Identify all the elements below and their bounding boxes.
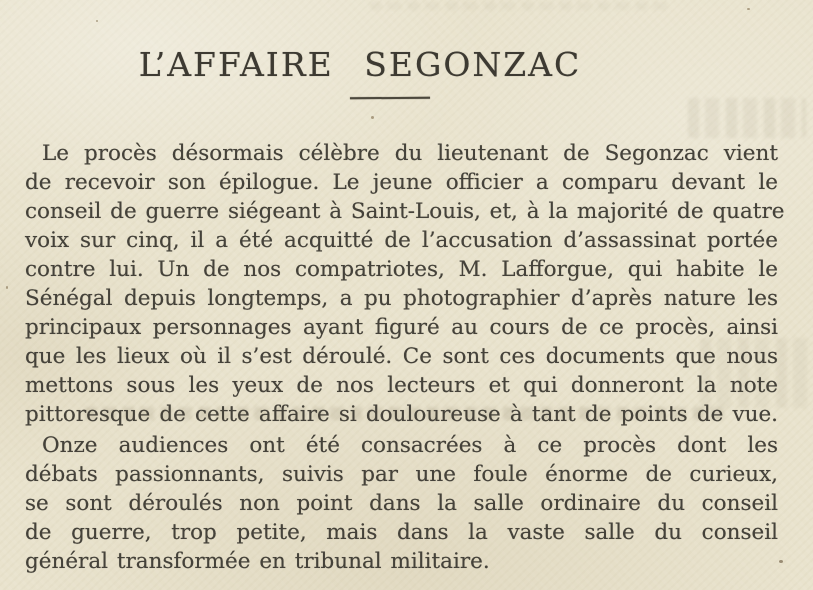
paper-speck [6, 286, 8, 289]
article-title: L’AFFAIRE SEGONZAC [138, 45, 582, 84]
text-line: pittoresque de cette affaire si douloureuse à tant de points de vue. [25, 402, 778, 427]
paper-speck [371, 116, 374, 119]
bleed-through-artifact [370, 2, 670, 10]
text-line: principaux personnages ayant figuré au cours de ce procès, ainsi [25, 315, 778, 340]
text-line: se sont déroulés non point dans la salle ordinaire du conseil [25, 491, 778, 516]
text-line: contre lui. Un de nos compatriotes, M. Lafforgue, qui habite le [25, 257, 778, 282]
text-line: général transformée en tribunal militaire. [25, 549, 490, 574]
text-line: conseil de guerre siégeant à Saint-Louis, et, à la majorité de quatre [25, 199, 785, 224]
text-line: Onze audiences ont été consacrées à ce procès dont les [42, 433, 778, 458]
title-divider [350, 97, 430, 100]
text-line: de guerre, trop petite, mais dans la vaste salle du conseil [25, 520, 778, 545]
text-line: Sénégal depuis longtemps, a pu photographier d’après nature les [25, 286, 778, 311]
text-line: voix sur cinq, il a été acquitté de l’accusation d’assassinat portée [25, 228, 778, 253]
text-line: que les lieux où il s’est déroulé. Ce sont ces documents que nous [25, 344, 778, 369]
paragraph-1 [25, 139, 785, 429]
text-line: débats passionnants, suivis par une foule énorme de curieux, [25, 462, 778, 487]
text-line: Le procès désormais célèbre du lieutenant de Segonzac vient [42, 141, 778, 166]
bleed-through-artifact [688, 98, 806, 138]
paragraph-2 [25, 431, 778, 576]
paper-speck [96, 20, 98, 22]
text-line: mettons sous les yeux de nos lecteurs et qui donneront la note [25, 373, 778, 398]
paper-speck [747, 8, 750, 10]
paper-speck [779, 560, 783, 563]
text-line: de recevoir son épilogue. Le jeune officier a comparu devant le [25, 170, 778, 195]
